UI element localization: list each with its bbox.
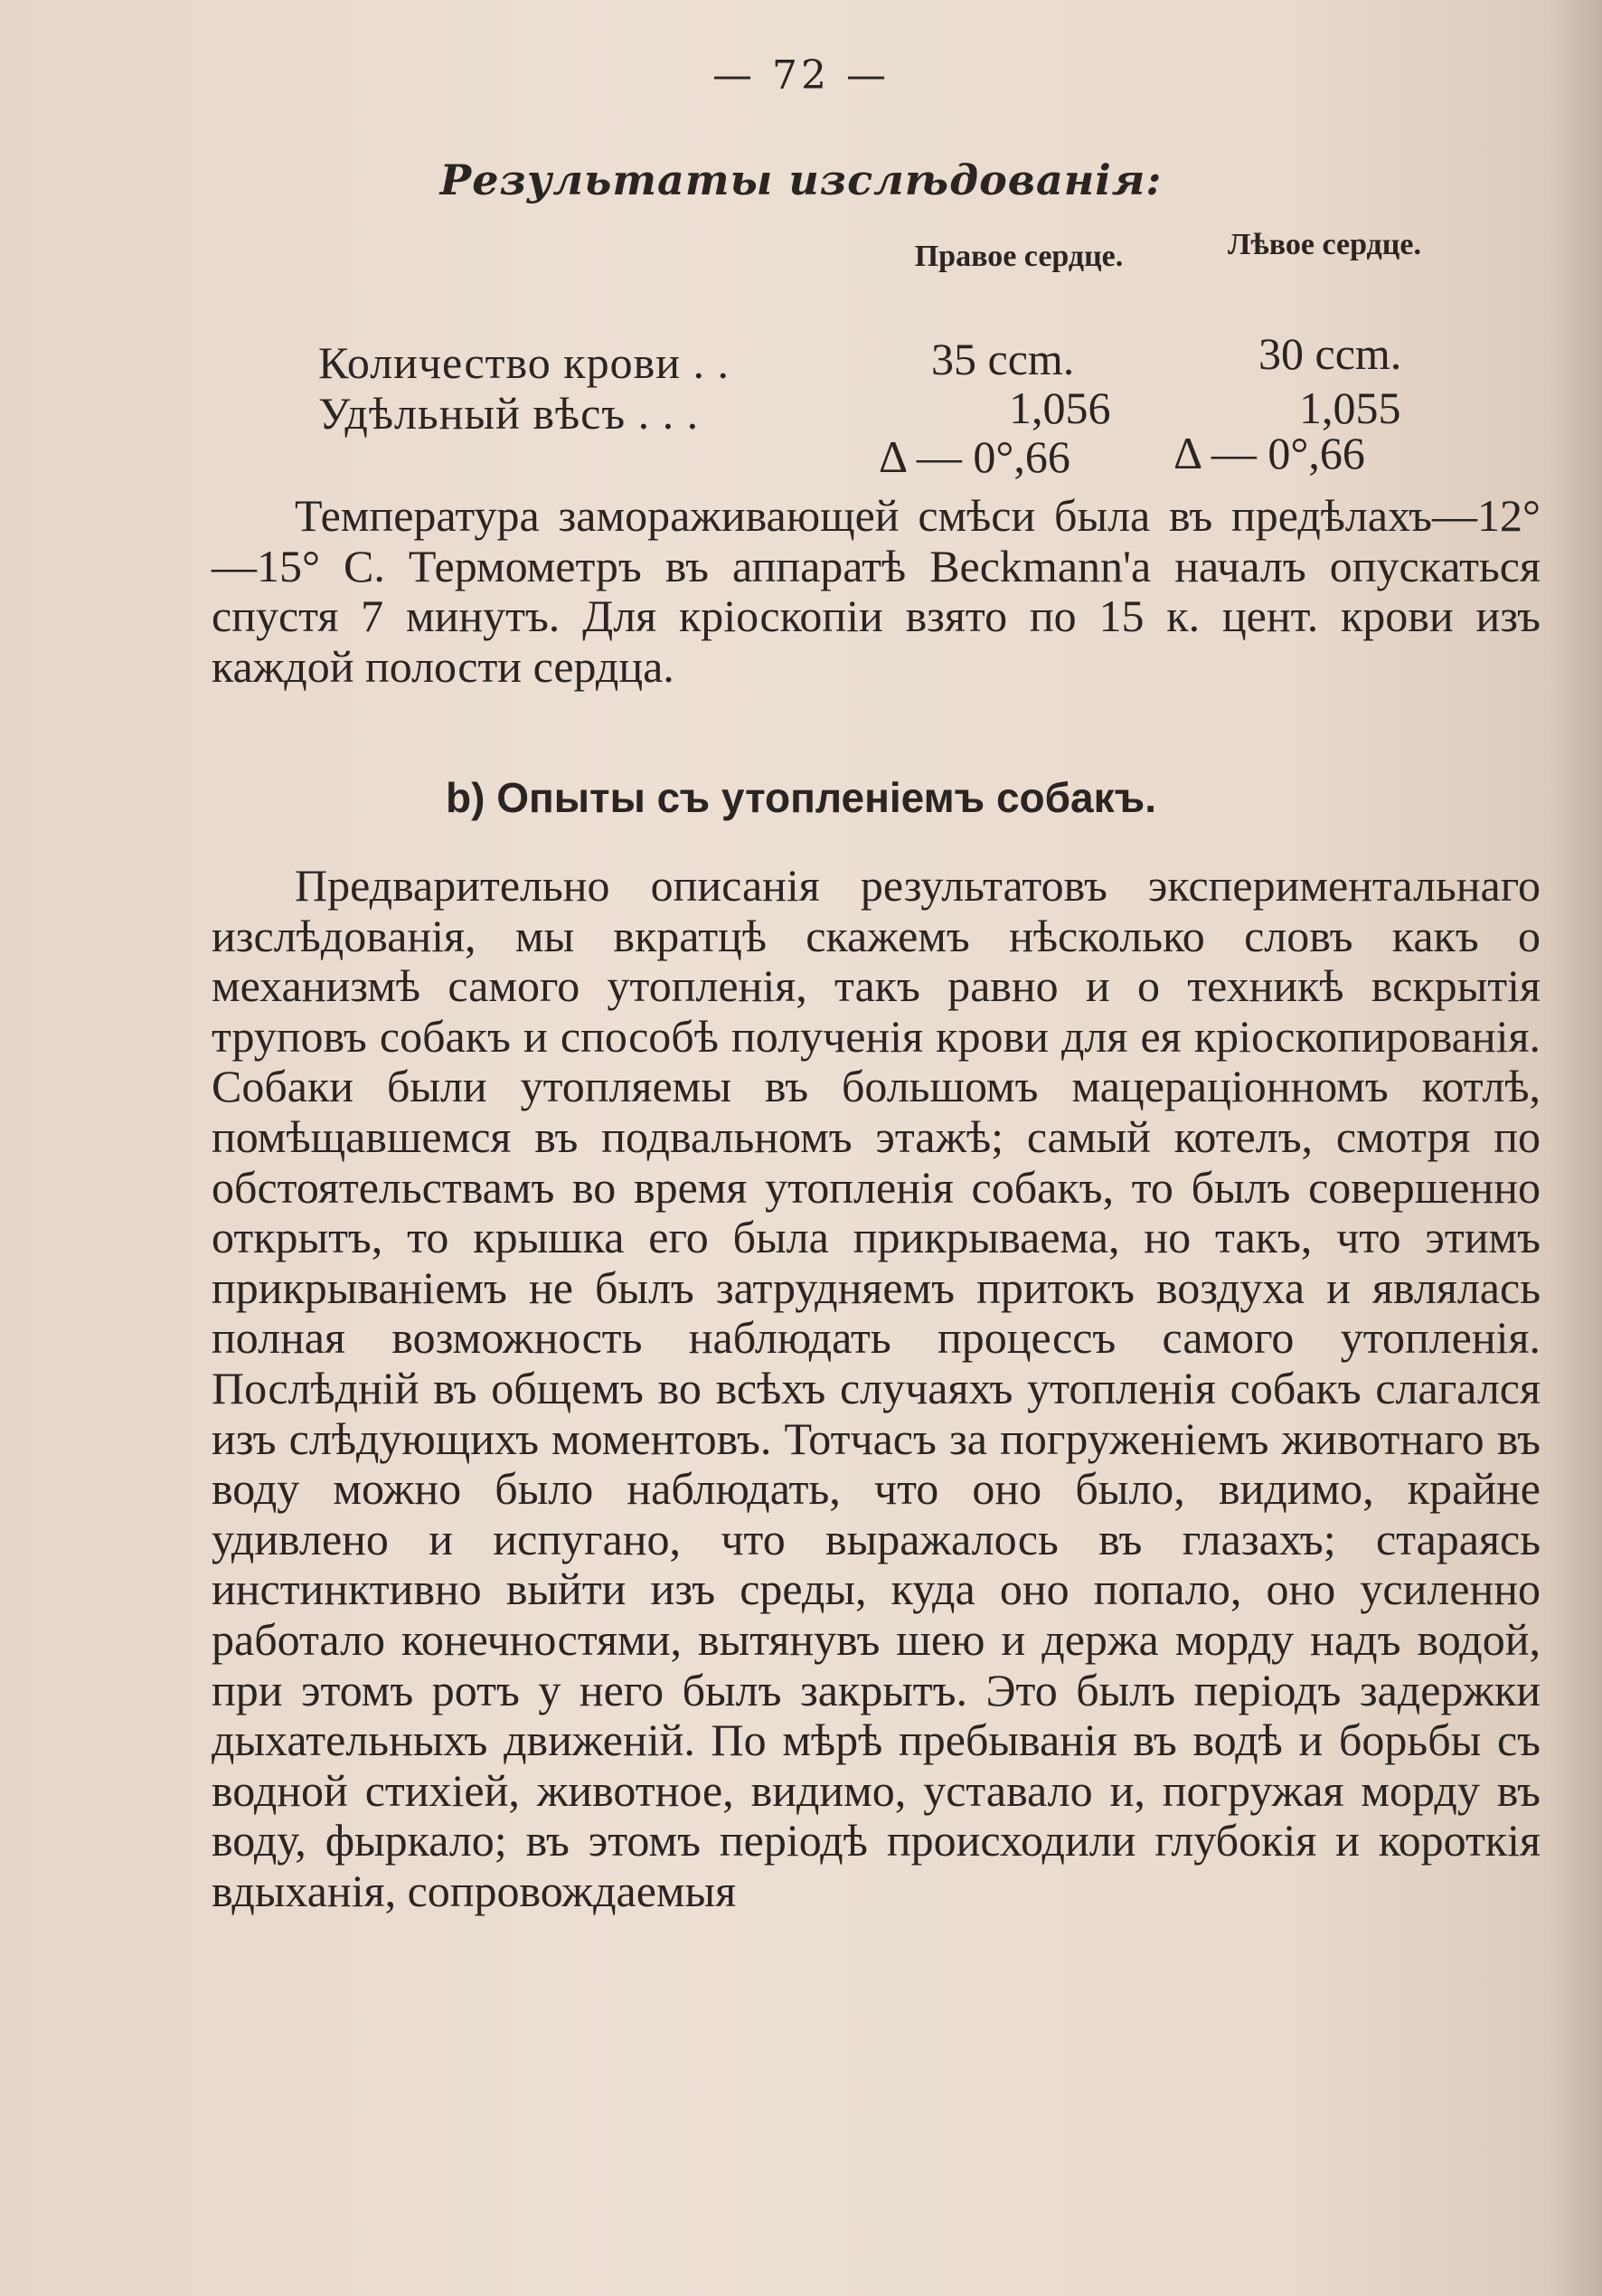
page-number: — 72 — bbox=[712, 52, 890, 99]
page-spine-shadow bbox=[1548, 0, 1602, 2296]
value-right-delta: Δ — 0°,66 bbox=[879, 431, 1070, 482]
column-header-left-heart: Лѣвое сердце. bbox=[1228, 228, 1421, 261]
value-right-blood-quantity: 35 ccm. bbox=[931, 334, 1075, 384]
row-label-specific-gravity: Удѣльный вѣсъ . . . bbox=[318, 388, 700, 439]
value-right-specific-gravity: 1,056 bbox=[1009, 383, 1111, 433]
section-heading: b) Опыты съ утопленіемъ собакъ. bbox=[446, 774, 1156, 821]
paragraph-drowning-experiments: Предварительно описанія результатовъ экспериментальнаго изслѣдованія, мы вкратцѣ скажемъ нѣсколько словъ какъ о механизмѣ самого утопленія, такъ равно и о техникѣ вскрытія труповъ собакъ и способѣ полученія крови для ея кріоскопированія. Собаки были утопляемы въ большомъ мацераціонномъ котлѣ, помѣщавшемся въ подвальномъ этажѣ; самый котелъ, смотря по обстоятельствамъ во время утопленія собакъ, то былъ совершенно открытъ, то крышка его была прикрываема, но такъ, что этимъ прикрываніемъ не былъ затрудняемъ притокъ воздуха и являлась полная возможность наблюдать процессъ самого утопленія. Послѣдній въ общемъ во всѣхъ случаяхъ утопленія собакъ слагался изъ слѣдующихъ моментовъ. Тотчасъ за погруженіемъ животнаго въ воду можно было наблюдать, что оно было, видимо, крайне удивлено и испугано, что выражалось въ глазахъ; стараясь инстинктивно выйти изъ среды, куда оно попало, оно усиленно работало конечностями, вытянувъ шею и держа морду надъ водой, при этомъ ротъ у него былъ закрытъ. Это былъ періодъ задержки дыхательныхъ движеній. По мѣрѣ пребыванія въ водѣ и борьбы съ водной стихіей, животное, видимо, уставало и, погружая морду въ воду, фыркало; въ этомъ періодѣ происходили глубокія и короткія вдыханія, сопровождаемыя bbox=[212, 860, 1541, 1916]
results-title: Результаты изслѣдованія: bbox=[439, 156, 1163, 204]
value-left-blood-quantity: 30 ccm. bbox=[1258, 328, 1402, 379]
column-header-right-heart: Правое сердце. bbox=[914, 240, 1124, 273]
row-label-blood-quantity: Количество крови . . bbox=[318, 337, 730, 388]
value-left-delta: Δ — 0°,66 bbox=[1173, 428, 1365, 478]
paragraph-freezing-temperature: Температура замораживающей смѣси была въ предѣлахъ—12°—15° С. Термометръ въ аппаратѣ Beckmann'a началъ опускаться спустя 7 минутъ. Для кріоскопіи взято по 15 к. цент. крови изъ каждой полости сердца. bbox=[212, 490, 1541, 692]
value-left-specific-gravity: 1,055 bbox=[1299, 383, 1401, 433]
